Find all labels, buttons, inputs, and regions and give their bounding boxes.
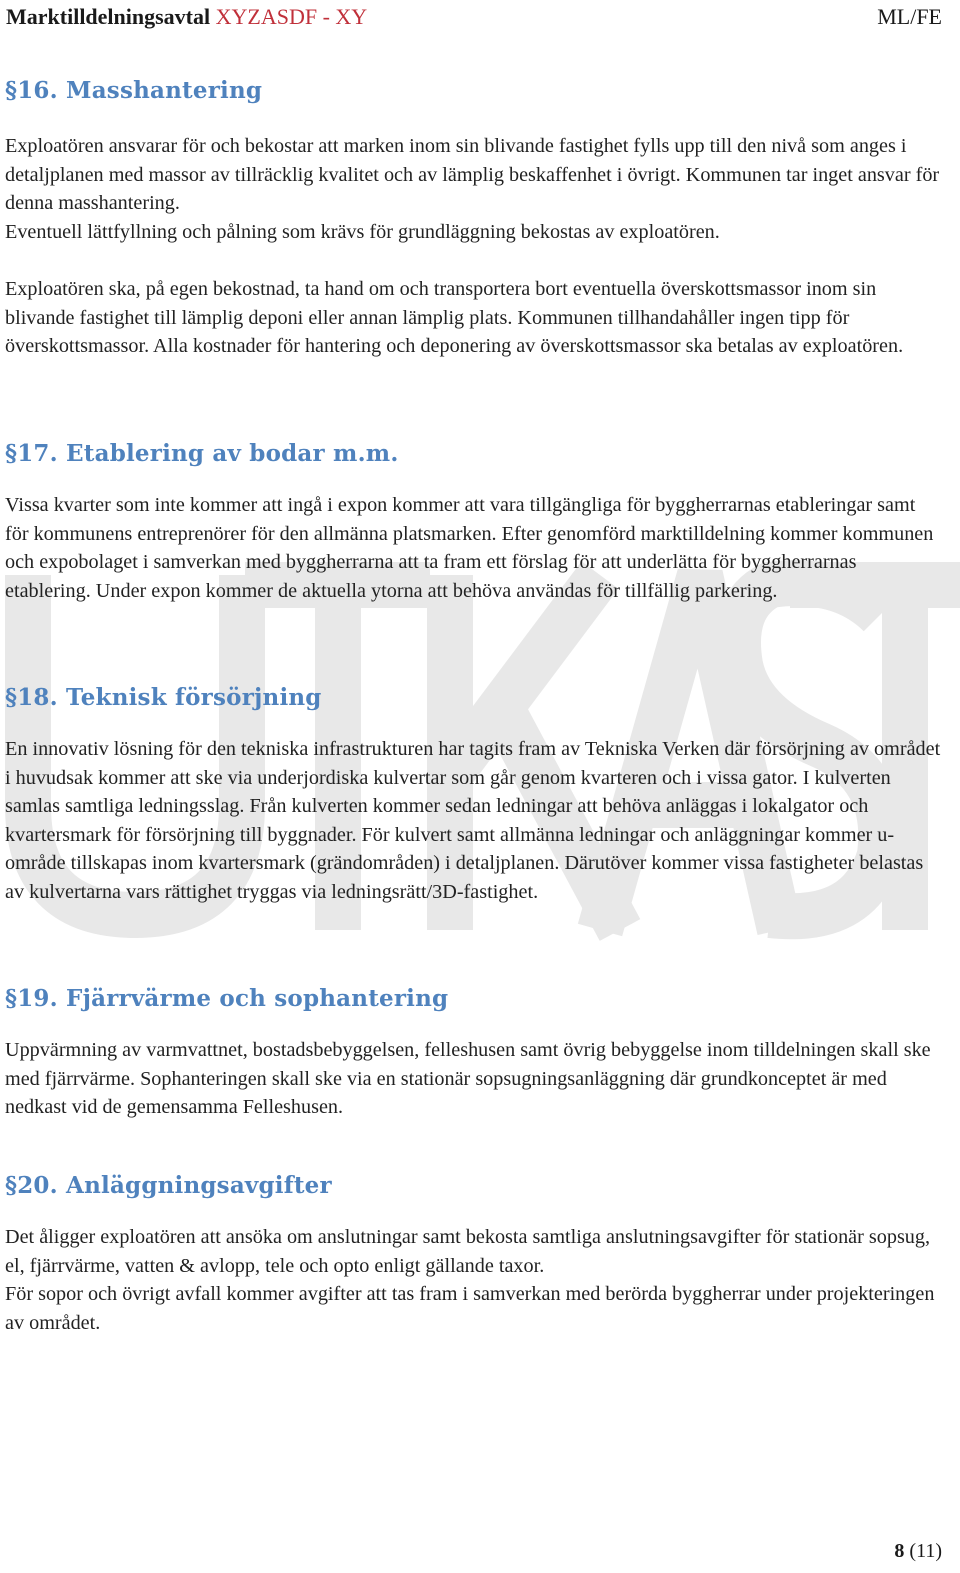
document-title-prefix: Marktilldelningsavtal (6, 4, 216, 29)
section-19-paragraph-1: Uppvärmning av varmvattnet, bostadsbebyggelsen, felleshusen samt övrig bebyggelse inom tilldelningen skall ske med fjärrvärme. Sophanteringen skall ske via en stationär sopsugningsanläggning där grundkonceptet är med nedkast vid de gemensamma Felleshusen. (5, 1039, 931, 1119)
author-initials: ML/FE (877, 4, 942, 29)
section-20-paragraph-2: För sopor och övrigt avfall kommer avgifter att tas fram i samverkan med berörda byggherrar under projekteringen av området. (5, 1283, 935, 1334)
document-title-code: XYZASDF - XY (215, 4, 368, 29)
section-17-paragraph-1: Vissa kvarter som inte kommer att ingå i expon kommer att vara tillgängliga för byggherrarnas etableringar samt för kommunens entreprenörer för den allmänna platsmarken. Efter genomförd marktilldelning kommer kommunen och expobolaget i samverkan med byggherrarna att ta fram ett förslag för att underlätta för byggherrarnas etablering. Under expon kommer de aktuella ytorna att behöva användas för tillfällig parkering. (5, 494, 934, 602)
section-16-paragraph-2: Eventuell lättfyllning och pålning som krävs för grundläggning bekostas av exploatören. (5, 221, 720, 243)
section-18-paragraph-1: En innovativ lösning för den tekniska infrastrukturen har tagits fram av Tekniska Verken där försörjning av området i huvudsak kommer att ske via underjordiska kulvertar som går genom kvarteren och i vissa gator. I kulverten samlas samtliga ledningsslag. Från kulverten kommer sedan ledningar att behöva anläggas i lokalgator och kvartersmark för försörjning till byggnader. För kulvert samt allmänna ledningar och anläggningar kommer u-område tillskapas inom kvartersmark (grändområden) i detaljplanen. Därutöver kommer vissa fastigheter belastas av kulvertarna vars rättighet tryggas via ledningsrätt/3D-fastighet. (5, 738, 941, 903)
document-title (6, 4, 367, 30)
section-heading-20: §20. Anläggningsavgifter (5, 1172, 332, 1199)
section-heading-19: §19. Fjärrvärme och sophantering (5, 985, 449, 1012)
page-number-current: 8 (894, 1540, 905, 1562)
section-heading-17: §17. Etablering av bodar m.m. (5, 440, 399, 467)
page-number (894, 1540, 942, 1563)
section-20-paragraph-1: Det åligger exploatören att ansöka om anslutningar samt bekosta samtliga anslutningsavgifter för stationär sopsug, el, fjärrvärme, vatten & avlopp, tele och opto enligt gällande taxor. (5, 1226, 931, 1277)
section-16-paragraph-3: Exploatören ska, på egen bekostnad, ta hand om och transportera bort eventuella överskottsmassor inom sin blivande fastighet till lämplig deponi eller annan lämplig plats. Kommunen tillhandahåller ingen tipp för överskottsmassor. Alla kostnader för hantering och deponering av överskottsmassor ska betalas av exploatören. (5, 278, 904, 358)
page-header (6, 4, 942, 32)
section-heading-16: §16. Masshantering (5, 77, 263, 104)
page-number-total: (11) (909, 1540, 942, 1562)
section-16-paragraph-1: Exploatören ansvarar för och bekostar att marken inom sin blivande fastighet fylls upp till den nivå som anges i detaljplanen med massor av tillräcklig kvalitet och av lämplig beskaffenhet i övrigt. Kommunen tar inget ansvar för denna masshantering. (5, 135, 940, 215)
section-heading-18: §18. Teknisk försörjning (5, 684, 322, 711)
